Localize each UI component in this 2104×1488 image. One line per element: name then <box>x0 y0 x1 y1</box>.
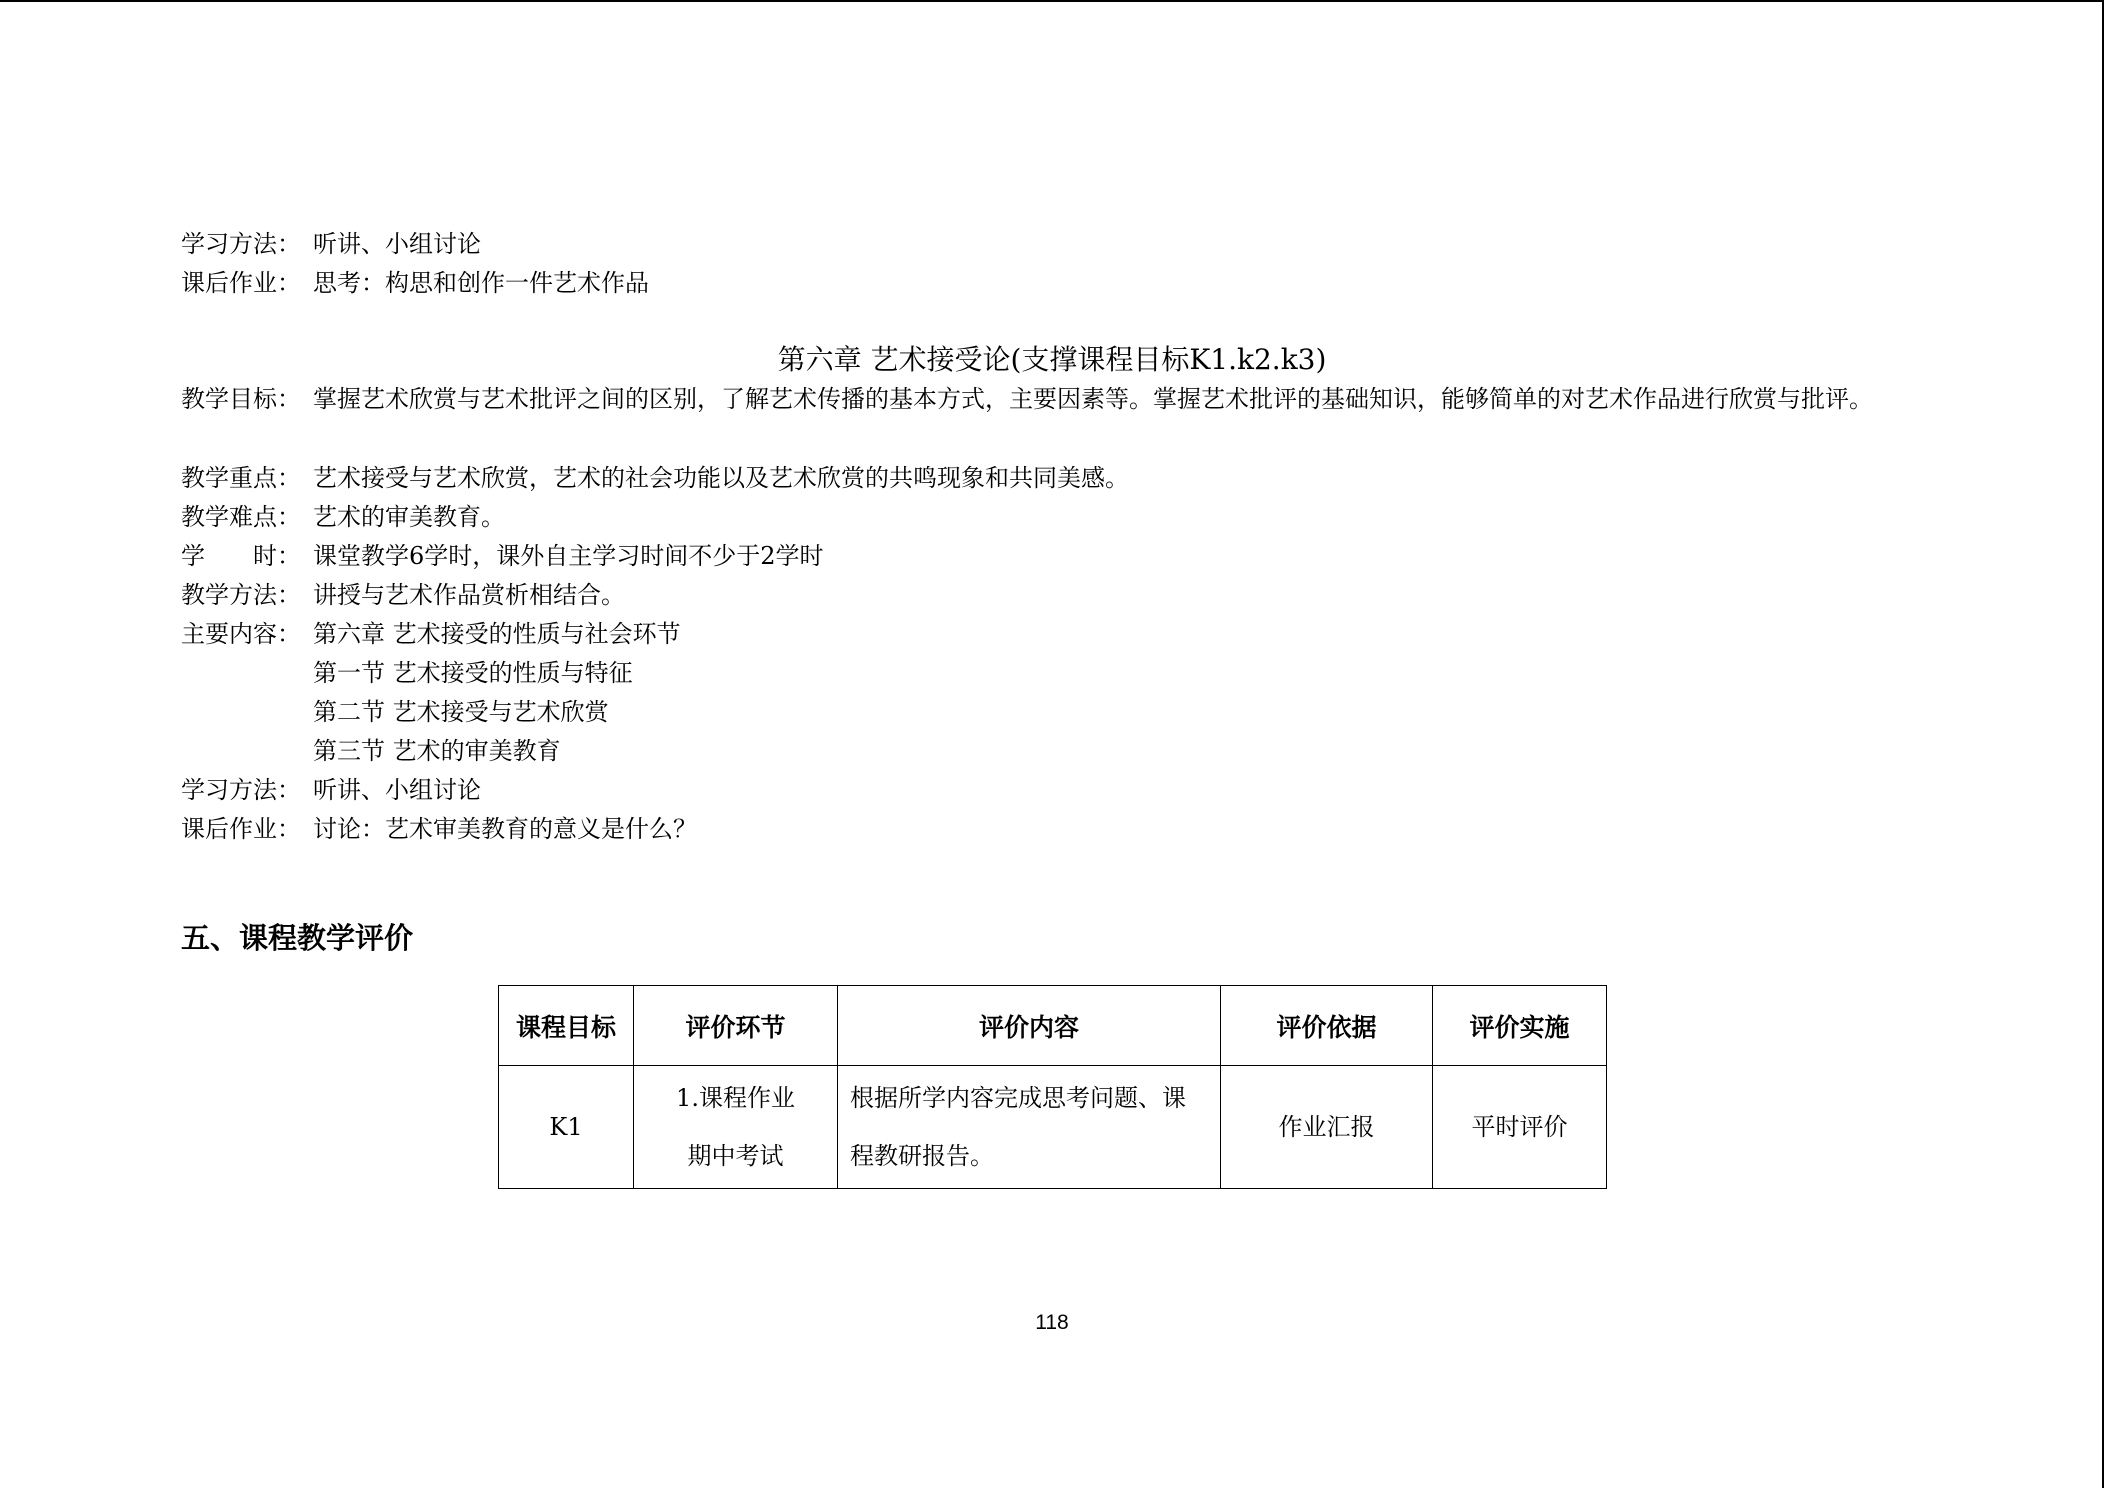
study-method <box>181 774 481 806</box>
cell-phase <box>634 1066 838 1189</box>
header-eval-implementation: 评价实施 <box>1433 986 1607 1066</box>
prev-homework <box>181 267 649 299</box>
teaching-goal-value: 掌握艺术欣赏与艺术批评之间的区别，了解艺术传播的基本方式，主要因素等。掌握艺术批评的基础知识，能够简单的对艺术作品进行欣赏与批评。 <box>313 385 1873 413</box>
top-border <box>0 0 2104 2</box>
content-item-1: 第一节 艺术接受的性质与特征 <box>313 659 633 687</box>
hours-value: 课堂教学6学时，课外自主学习时间不少于2学时 <box>313 542 824 570</box>
table-row <box>499 1066 1607 1189</box>
header-eval-content: 评价内容 <box>838 986 1221 1066</box>
difficulty-label: 教学难点： <box>181 503 301 531</box>
prev-homework-value: 思考：构思和创作一件艺术作品 <box>313 269 649 297</box>
key-points-value: 艺术接受与艺术欣赏，艺术的社会功能以及艺术欣赏的共鸣现象和共同美感。 <box>313 464 1129 492</box>
homework-label: 课后作业： <box>181 815 301 843</box>
teaching-goal <box>181 380 1941 419</box>
content-item-0: 第六章 艺术接受的性质与社会环节 <box>313 620 681 648</box>
key-points <box>181 462 1129 494</box>
main-content-label: 主要内容： <box>181 620 301 648</box>
cell-goal: K1 <box>499 1066 634 1189</box>
prev-homework-label: 课后作业： <box>181 269 301 297</box>
hours-label: 学 时： <box>181 542 301 570</box>
study-method-value: 听讲、小组讨论 <box>313 776 481 804</box>
header-course-goal: 课程目标 <box>499 986 634 1066</box>
chapter-title: 第六章 艺术接受论(支撑课程目标K1.k2.k3) <box>777 343 1327 376</box>
cell-content: 根据所学内容完成思考问题、课程教研报告。 <box>838 1066 1221 1189</box>
homework <box>181 813 697 845</box>
key-points-label: 教学重点： <box>181 464 301 492</box>
cell-implementation: 平时评价 <box>1433 1066 1607 1189</box>
cell-basis: 作业汇报 <box>1221 1066 1433 1189</box>
prev-study-method <box>181 228 481 260</box>
difficulty <box>181 501 505 533</box>
page-number: 118 <box>1035 1311 1069 1334</box>
cell-phase-line1: 1.课程作业 <box>676 1084 795 1112</box>
header-eval-basis: 评价依据 <box>1221 986 1433 1066</box>
prev-study-method-value: 听讲、小组讨论 <box>313 230 481 258</box>
cell-phase-line2: 期中考试 <box>687 1142 784 1170</box>
table-header-row <box>499 986 1607 1066</box>
header-eval-phase: 评价环节 <box>634 986 838 1066</box>
section-heading: 五、课程教学评价 <box>181 921 414 955</box>
teaching-goal-label: 教学目标： <box>181 385 301 413</box>
teaching-method-value: 讲授与艺术作品赏析相结合。 <box>313 581 625 609</box>
evaluation-table <box>498 985 1607 1189</box>
hours <box>181 540 824 572</box>
prev-study-method-label: 学习方法： <box>181 230 301 258</box>
difficulty-value: 艺术的审美教育。 <box>313 503 505 531</box>
content-item-3: 第三节 艺术的审美教育 <box>313 737 561 765</box>
content-item-2: 第二节 艺术接受与艺术欣赏 <box>313 698 609 726</box>
study-method-label: 学习方法： <box>181 776 301 804</box>
teaching-method-label: 教学方法： <box>181 581 301 609</box>
teaching-method <box>181 579 625 611</box>
main-content <box>181 618 681 650</box>
homework-value: 讨论：艺术审美教育的意义是什么？ <box>313 815 697 843</box>
